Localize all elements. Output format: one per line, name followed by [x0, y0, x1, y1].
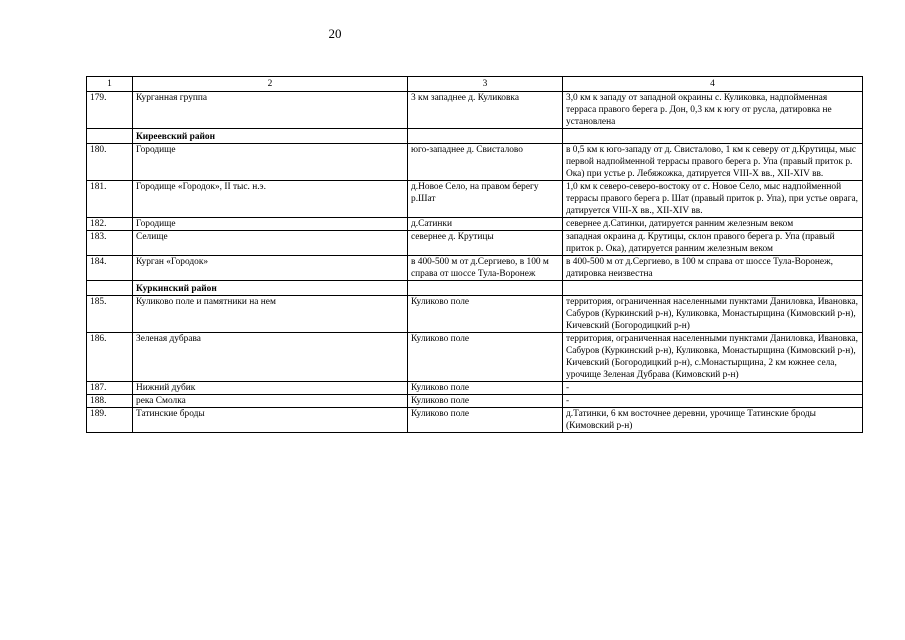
table-row: [87, 181, 863, 218]
monument-name-cell: Куликово поле и памятники на нем: [133, 296, 408, 333]
row-number-cell: 180.: [87, 144, 133, 181]
table-body: [87, 77, 863, 433]
section-header-row: [87, 129, 863, 144]
section-title: Киреевский район: [133, 129, 408, 144]
empty-cell: [408, 129, 563, 144]
monument-name-cell: Татинские броды: [133, 408, 408, 433]
table-header-row: [87, 77, 863, 92]
monument-name-cell: Нижний дубик: [133, 382, 408, 395]
description-cell: западная окраина д. Крутицы, склон правого берега р. Упа (правый приток р. Ока), датируется ранним железным веком: [563, 231, 863, 256]
monument-name-cell: Городище: [133, 144, 408, 181]
table-row: [87, 333, 863, 382]
row-number-cell: 189.: [87, 408, 133, 433]
section-header-row: [87, 281, 863, 296]
monument-name-cell: Городище: [133, 218, 408, 231]
row-number-cell: 186.: [87, 333, 133, 382]
description-cell: -: [563, 395, 863, 408]
column-header-3: 3: [408, 77, 563, 92]
empty-cell: [87, 129, 133, 144]
empty-cell: [87, 281, 133, 296]
table-row: [87, 382, 863, 395]
table-row: [87, 231, 863, 256]
row-number-cell: 187.: [87, 382, 133, 395]
location-cell: Куликово поле: [408, 333, 563, 382]
location-cell: Куликово поле: [408, 408, 563, 433]
monument-name-cell: Селище: [133, 231, 408, 256]
row-number-cell: 182.: [87, 218, 133, 231]
description-cell: 1,0 км к северо-северо-востоку от с. Новое Село, мыс надпойменной террасы правого берега р. Шат (правый приток р. Упа), при устье оврага, датируется VIII-X вв., XII-XIV вв.: [563, 181, 863, 218]
location-cell: Куликово поле: [408, 296, 563, 333]
description-cell: севернее д.Сатинки, датируется ранним железным веком: [563, 218, 863, 231]
location-cell: 3 км западнее д. Куликовка: [408, 92, 563, 129]
monument-name-cell: Курганная группа: [133, 92, 408, 129]
row-number-cell: 185.: [87, 296, 133, 333]
table-row: [87, 408, 863, 433]
description-cell: в 400-500 м от д.Сергиево, в 100 м справа от шоссе Тула-Воронеж, датировка неизвестна: [563, 256, 863, 281]
page-number: 20: [328, 26, 342, 41]
table-row: [87, 92, 863, 129]
description-cell: д.Татинки, 6 км восточнее деревни, урочище Татинские броды (Кимовский р-н): [563, 408, 863, 433]
description-cell: 3,0 км к западу от западной окраины с. Куликовка, надпойменная терраса правого берега р. Дон, 0,3 км к югу от русла, датировка не установлена: [563, 92, 863, 129]
location-cell: Куликово поле: [408, 395, 563, 408]
monument-name-cell: Городище «Городок», II тыс. н.э.: [133, 181, 408, 218]
empty-cell: [408, 281, 563, 296]
location-cell: севернее д. Крутицы: [408, 231, 563, 256]
location-cell: д.Новое Село, на правом берегу р.Шат: [408, 181, 563, 218]
description-cell: -: [563, 382, 863, 395]
row-number-cell: 181.: [87, 181, 133, 218]
description-cell: территория, ограниченная населенными пунктами Даниловка, Ивановка, Сабуров (Куркинский р-н), Куликовка, Монастырщина (Кимовский р-н), Кичевский (Богородицкий р-н): [563, 296, 863, 333]
column-header-4: 4: [563, 77, 863, 92]
column-header-1: 1: [87, 77, 133, 92]
table-row: [87, 144, 863, 181]
column-header-2: 2: [133, 77, 408, 92]
table-row: [87, 395, 863, 408]
empty-cell: [563, 281, 863, 296]
row-number-cell: 188.: [87, 395, 133, 408]
location-cell: юго-западнее д. Свисталово: [408, 144, 563, 181]
table-row: [87, 218, 863, 231]
description-cell: в 0,5 км к юго-западу от д. Свисталово, 1 км к северу от д.Крутицы, мыс первой надпойменной террасы правого берега р. Упа (правый приток р. Ока) при устье р. Лебяжожка, датируется VIII-X вв., XII-XIV вв.: [563, 144, 863, 181]
row-number-cell: 183.: [87, 231, 133, 256]
description-cell: территория, ограниченная населенными пунктами Даниловка, Ивановка, Сабуров (Куркинский р-н), Куликовка, Монастырщина (Кимовский р-н), Кичевский (Богородицкий р-н), с.Монастырщина, 2 км южнее села, урочище Зеленая Дубрава (Кимовский р-н): [563, 333, 863, 382]
location-cell: в 400-500 м от д.Сергиево, в 100 м справа от шоссе Тула-Воронеж: [408, 256, 563, 281]
monument-name-cell: Зеленая дубрава: [133, 333, 408, 382]
table-row: [87, 296, 863, 333]
location-cell: Куликово поле: [408, 382, 563, 395]
monument-name-cell: Курган «Городок»: [133, 256, 408, 281]
monument-name-cell: река Смолка: [133, 395, 408, 408]
row-number-cell: 184.: [87, 256, 133, 281]
empty-cell: [563, 129, 863, 144]
table-row: [87, 256, 863, 281]
heritage-registry-table: [86, 76, 863, 433]
section-title: Куркинский район: [133, 281, 408, 296]
row-number-cell: 179.: [87, 92, 133, 129]
location-cell: д.Сатинки: [408, 218, 563, 231]
